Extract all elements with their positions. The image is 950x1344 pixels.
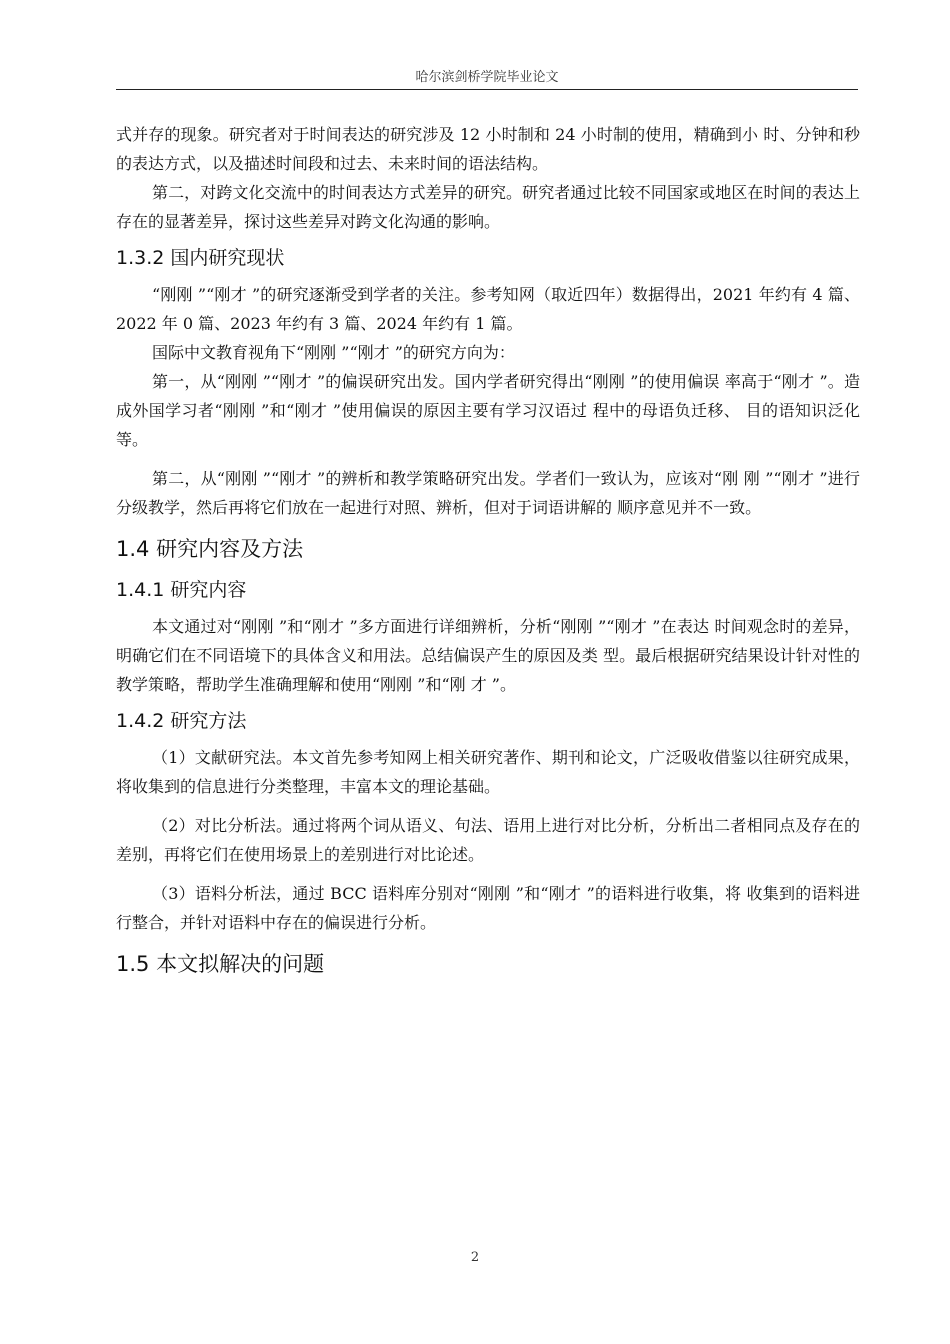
paragraph: （2）对比分析法。通过将两个词从语义、句法、语用上进行对比分析，分析出二者相同点及存在的差别，再将它们在使用场景上的差别进行对比论述。 <box>116 816 860 864</box>
paragraph: 国际中文教育视角下“刚刚 ”“刚才 ”的研究方向为： <box>152 343 515 362</box>
paragraph: 第二，从“刚刚 ”“刚才 ”的辨析和教学策略研究出发。学者们一致认为，应该对“刚 刚 ”“刚才 ”进行分级教学，然后再将它们放在一起进行对照、辨析，但对于词语讲解的 顺序意见并不一致。 <box>116 469 860 517</box>
section-heading-1-3-2: 1.3.2 国内研究现状 <box>116 247 285 269</box>
paragraph: 第二，对跨文化交流中的时间表达方式差异的研究。研究者通过比较不同国家或地区在时间的表达上存在的显著差异，探讨这些差异对跨文化沟通的影响。 <box>116 183 860 231</box>
paragraph: 式并存的现象。研究者对于时间表达的研究涉及 12 小时制和 24 小时制的使用，精确到小 时、分钟和秒的表达方式，以及描述时间段和过去、未来时间的语法结构。 <box>116 125 860 173</box>
paragraph: 本文通过对“刚刚 ”和“刚才 ”多方面进行详细辨析，分析“刚刚 ”“刚才 ”在表达 时间观念时的差异，明确它们在不同语境下的具体含义和用法。总结偏误产生的原因及类 型。最后根据研究结果设计针对性的教学策略，帮助学生准确理解和使用“刚刚 ”和“刚 才 ”。 <box>116 617 860 694</box>
paragraph: （1）文献研究法。本文首先参考知网上相关研究著作、期刊和论文，广泛吸收借鉴以往研究成果，将收集到的信息进行分类整理，丰富本文的理论基础。 <box>116 748 860 796</box>
document-body <box>116 120 860 989</box>
paragraph: 第一，从“刚刚 ”“刚才 ”的偏误研究出发。国内学者研究得出“刚刚 ”的使用偏误 率高于“刚才 ”。造成外国学习者“刚刚 ”和“刚才 ”使用偏误的原因主要有学习汉语过 程中的母语负迁移、 目的语知识泛化等。 <box>116 372 860 449</box>
page-number: 2 <box>470 1250 480 1265</box>
section-heading-1-5: 1.5 本文拟解决的问题 <box>116 952 325 976</box>
section-heading-1-4-1: 1.4.1 研究内容 <box>116 579 247 601</box>
section-heading-1-4: 1.4 研究内容及方法 <box>116 537 304 561</box>
page-header: 哈尔滨剑桥学院毕业论文 <box>415 70 559 85</box>
paragraph: （3）语料分析法，通过 BCC 语料库分别对“刚刚 ”和“刚才 ”的语料进行收集，将 收集到的语料进行整合，并针对语料中存在的偏误进行分析。 <box>116 884 860 932</box>
paragraph: “刚刚 ”“刚才 ”的研究逐渐受到学者的关注。参考知网（取近四年）数据得出，2021 年约有 4 篇、2022 年 0 篇、2023 年约有 3 篇、2024 年约有 1 篇。 <box>116 285 860 333</box>
section-heading-1-4-2: 1.4.2 研究方法 <box>116 710 247 732</box>
header-rule <box>116 89 858 90</box>
